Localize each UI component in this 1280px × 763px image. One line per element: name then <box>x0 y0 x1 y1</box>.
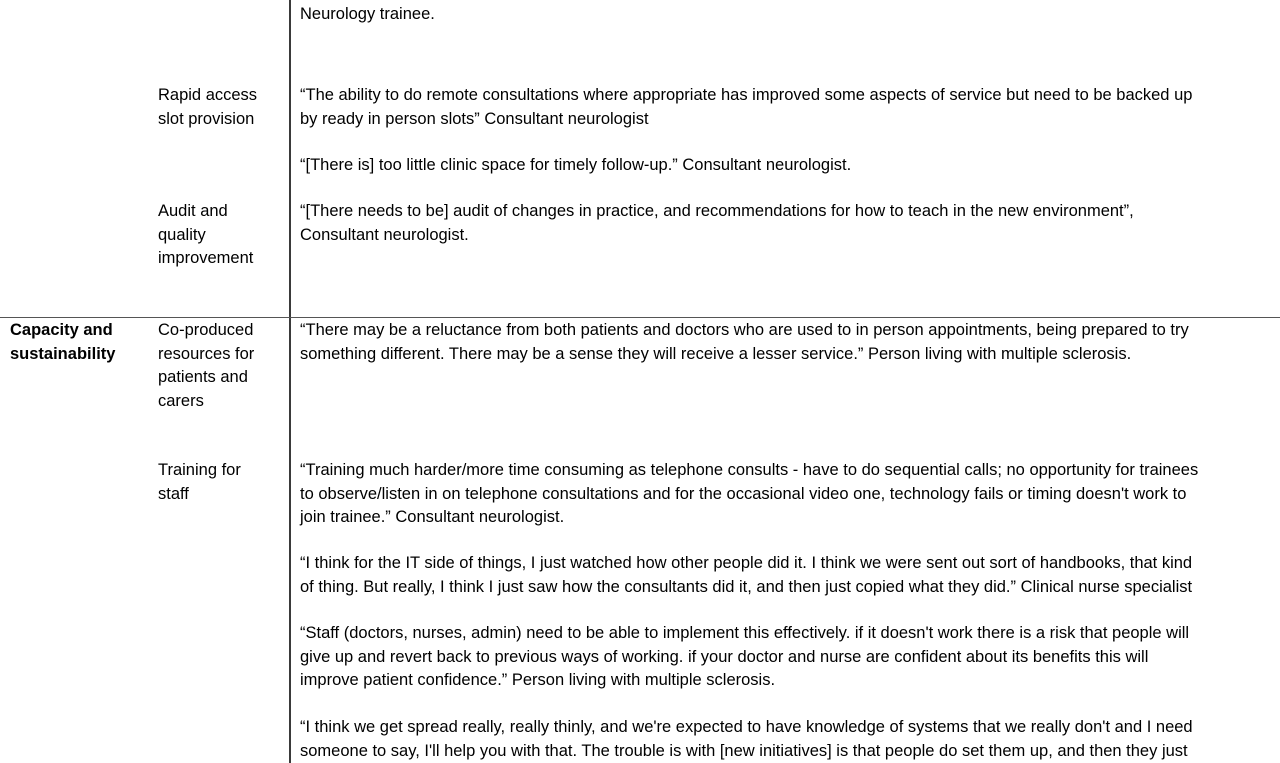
subtheme-label: Rapid access <box>158 86 258 104</box>
subtheme-label: improvement <box>158 249 254 267</box>
quote-line: “Training much harder/more time consuming as telephone consults - have to do sequential calls; no opportunity for trainees <box>300 461 1199 479</box>
quote-line: “I think we get spread really, really thinly, and we're expected to have knowledge of systems that we really don't and I need <box>300 718 1193 736</box>
quote-line: by ready in person slots” Consultant neurologist <box>300 109 649 128</box>
theme-label: sustainability <box>10 344 116 363</box>
quote-line: something different. There may be a sense they will receive a lesser service.” Person living with multiple sclerosis. <box>300 344 1132 363</box>
subtheme-label: Training for <box>158 461 241 479</box>
subtheme-label: carers <box>158 391 204 410</box>
quote-line: “Staff (doctors, nurses, admin) need to be able to implement this effectively. if it doesn't work there is a risk that people will <box>300 624 1190 642</box>
quote-line: to observe/listen in on telephone consultations and for the occasional video one, technology fails or timing doesn't work to <box>300 484 1187 503</box>
row-divider <box>0 317 1280 318</box>
quote-line: give up and revert back to previous ways of working. if your doctor and nurse are confident about its benefits this will <box>300 647 1149 666</box>
quote-line: “The ability to do remote consultations where appropriate has improved some aspects of service but need to be backed up <box>300 86 1193 104</box>
quote-line: improve patient confidence.” Person living with multiple sclerosis. <box>300 671 776 689</box>
theme-label: Capacity and <box>10 321 113 339</box>
quote-line: “I think for the IT side of things, I just watched how other people did it. I think we were sent out sort of handbooks, that kind <box>300 554 1193 572</box>
subtheme-label: staff <box>158 484 189 503</box>
subtheme-label: Audit and <box>158 202 228 220</box>
quote-line: “There may be a reluctance from both patients and doctors who are used to in person appointments, being prepared to try <box>300 321 1189 339</box>
quote-line: Consultant neurologist. <box>300 225 469 244</box>
quote-line: “[There is] too little clinic space for timely follow-up.” Consultant neurologist. <box>300 156 852 174</box>
column-divider <box>289 0 291 763</box>
quote-line: Neurology trainee. <box>300 5 435 23</box>
subtheme-label: quality <box>158 225 206 244</box>
subtheme-label: resources for <box>158 344 255 363</box>
quote-line: of thing. But really, I think I just saw how the consultants did it, and then just copied what they did.” Clinical nurse specialist <box>300 577 1193 596</box>
subtheme-label: Co-produced <box>158 321 254 339</box>
subtheme-label: patients and <box>158 368 248 386</box>
quote-line: someone to say, I'll help you with that. The trouble is with [new initiatives] is that people do set them up, and then they just <box>300 741 1188 760</box>
quote-line: “[There needs to be] audit of changes in practice, and recommendations for how to teach in the new environment”, <box>300 202 1134 220</box>
quote-line: join trainee.” Consultant neurologist. <box>300 508 565 526</box>
subtheme-label: slot provision <box>158 109 255 128</box>
